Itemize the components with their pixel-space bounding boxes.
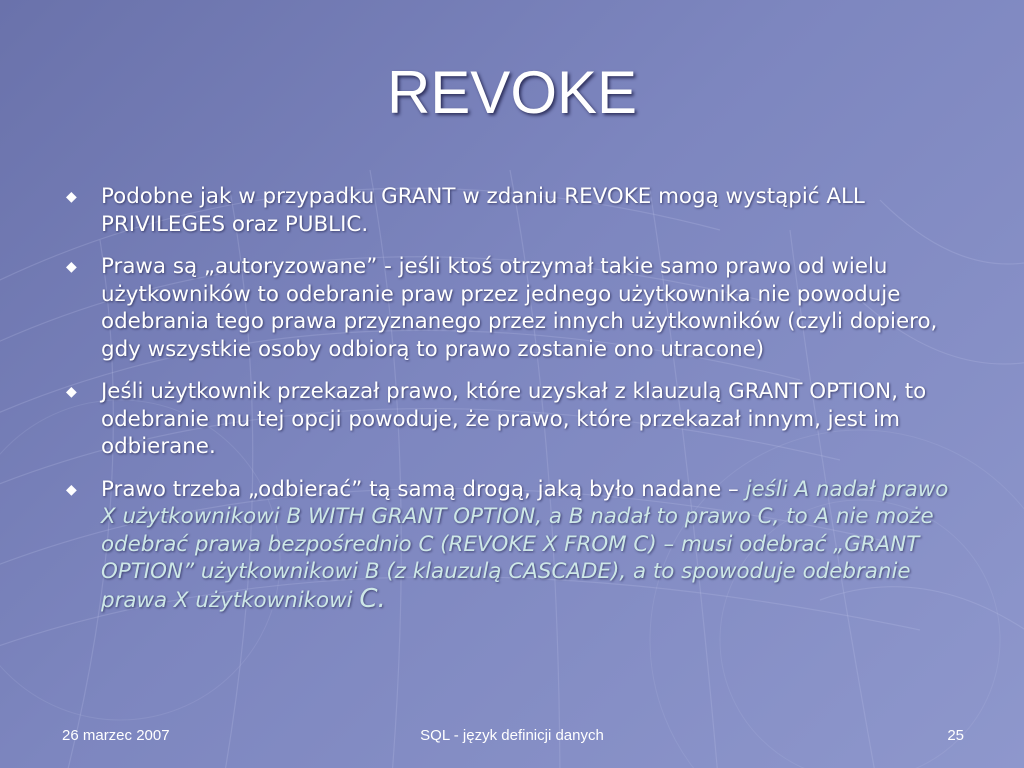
page-number: 25 <box>947 727 964 744</box>
bullet-italic-example: jeśli A nadał prawo X użytkownikowi B WITH GRANT OPTION, a B nadał to prawo C, to A nie może odebrać prawa bezpośrednio C (REVOKE X FROM C) – musi odebrać „GRANT OPTION” użytkownikowi B (z klauzulą CASCADE), a to spowoduje odebranie prawa X użytkownikowi <box>101 476 949 613</box>
bullet-text: Prawa są „autoryzowane” - jeśli ktoś otrzymał takie samo prawo od wielu użytkowników to odebranie praw przez jednego użytkownika nie powoduje odebrania tego prawa przyznanego przez innych użytkowników (czyli dopiero, gdy wszystkie osoby odbiorą to prawo zostanie ono utracone) <box>101 254 938 362</box>
bullet-text: Podobne jak w przypadku GRANT w zdaniu REVOKE mogą wystąpić ALL PRIVILEGES oraz PUBLIC. <box>101 184 865 237</box>
footer-date: 26 marzec 2007 <box>62 727 170 744</box>
diamond-bullet-icon: ◆ <box>66 481 77 498</box>
footer-title: SQL - język definicji danych <box>420 727 604 744</box>
slide-title: REVOKE <box>386 59 638 126</box>
bullet-item <box>60 378 965 461</box>
bullet-text: Prawo trzeba „odbierać” tą samą drogą, jaką było nadane – <box>101 476 746 502</box>
bullet-italic-ending: C. <box>359 583 386 614</box>
bullet-item <box>60 476 965 615</box>
diamond-bullet-icon: ◆ <box>66 189 77 205</box>
bullet-text: Jeśli użytkownik przekazał prawo, które uzyskał z klauzulą GRANT OPTION, to odebranie mu tej opcji powoduje, że prawo, które przekazał innym, jest im odbierane. <box>101 379 927 459</box>
bullet-item <box>60 183 965 238</box>
bullet-list <box>60 183 965 629</box>
diamond-bullet-icon: ◆ <box>66 259 77 275</box>
diamond-bullet-icon: ◆ <box>66 384 77 400</box>
bullet-item <box>60 253 965 363</box>
